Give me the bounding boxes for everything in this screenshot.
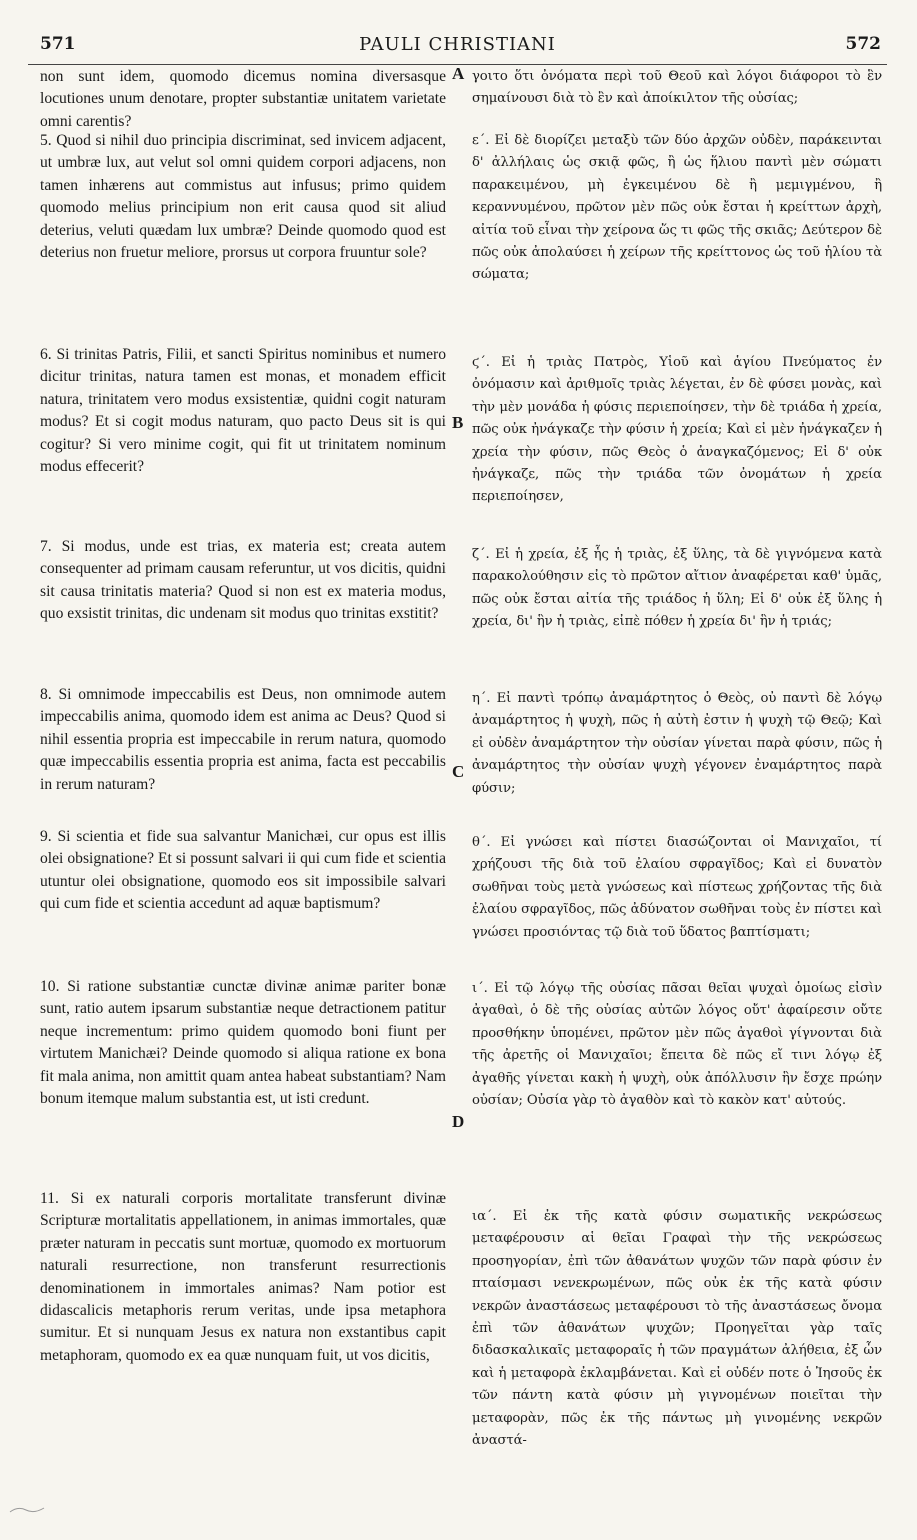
greek-paragraph: ζ΄. Εἰ ἡ χρεία, ἐξ ἧς ἡ τριὰς, ἐξ ὕλης, τὰ δὲ γιγνόμενα κατὰ παρακολούθησιν εἰς τὸ πρῶτον αἴτιον ἀναφέρεται καθ' ὑμᾶς, πῶς οὐκ ἔσται αἰτία τῆς τριάδος ἡ ὕλη; Εἰ δ' οὐκ ἐξ ὕλης ἡ χρεία, δι' ἣν ἡ τριὰς, εἰπὲ πόθεν ἡ χρεία δι' ἣν ἡ τριάς; <box>472 547 882 630</box>
greek-paragraph: γοιτο ὅτι ὀνόματα περὶ τοῦ Θεοῦ καὶ λόγοι διάφοροι τὸ ἓν σημαίνουσι διὰ τὸ ἓν καὶ ἀποίκιλτον τῆς οὐσίας; <box>472 69 882 107</box>
page-header <box>28 30 887 65</box>
latin-paragraph: 8. Si omnimode impeccabilis est Deus, non omnimode autem impeccabilis anima, quomodo idem est anima ac Deus? Quod si nihil essentia propria est impeccabile in rerum natura, quomodo quæ impeccabilis essentia propria est anima, facta est peccabilis in rerum naturam? <box>40 686 446 793</box>
latin-paragraph: 7. Si modus, unde est trias, ex materia est; creata autem consequenter ad primam causam referuntur, ut vos dicitis, quidni sit causa trinitatis materia? Quod si non est ex materia modus, quo exsistit trinitas, dic undenam sit modus quo trinitas exstitit? <box>40 538 446 623</box>
greek-paragraph: η΄. Εἰ παντὶ τρόπῳ ἀναμάρτητος ὁ Θεὸς, οὐ παντὶ δὲ λόγῳ ἀναμάρτητος ἡ ψυχὴ, πῶς ἡ αὐτὴ ἐστιν ἡ ψυχὴ τῷ Θεῷ; Καὶ εἰ οὐδὲν ἀναμάρτητον τὴν οὐσίαν γίνεται παρὰ φύσιν, πῶς ἡ ἀναμάρτητος τὴν οὐσίαν ψυχὴ γέγονεν ἐναμάρτητος παρὰ φύσιν; <box>472 691 882 796</box>
margin-marker-c: C <box>452 762 465 781</box>
greek-paragraph: ι΄. Εἰ τῷ λόγῳ τῆς οὐσίας πᾶσαι θεῖαι ψυχαὶ ὁμοίως εἰσὶν ἀγαθαὶ, ὁ δὲ τῆς οὐσίας αὐτῶν λόγος οὔτ' ἀφαίρεσιν οὔτε προσθήκην ὑπομένει, πρῶτον μὲν πῶς ἀγαθοὶ γίγνονται διὰ τῆς ἀρετῆς οἱ Μανιχαῖοι; ἔπειτα δὲ πῶς εἴ τινι λόγῳ ἐξ ἀγαθῆς γίνεται κακὴ ἡ ψυχὴ, οὐκ ἀπόλλυσιν ἣν ἔσχε πρώην οὐσίαν; Οὐσία γὰρ τὸ ἀγαθὸν καὶ τὸ κακὸν κατ' αὐτούς. <box>472 981 882 1109</box>
page-number-right: 572 <box>845 34 881 54</box>
greek-paragraph: ϛ΄. Εἰ ἡ τριὰς Πατρὸς, Υἱοῦ καὶ ἁγίου Πνεύματος ἐν ὀνόμασιν καὶ ἀριθμοῖς τριὰς λέγεται, ἐν δὲ φύσει μονὰς, καὶ τὴν μὲν μονάδα ἡ φύσις περιεποίησεν, τὴν δὲ τριάδα ἡ χρεία, πῶς οὐκ ἠνάγκαζε τὴν φύσιν ἡ χρεία; Καὶ εἰ μὲν ἠνάγκαζεν ἡ χρεία τὴν φύσιν, πῶς Θεὸς ὁ ἀναγκαζόμενος; Εἰ δ' οὐκ ἠνάγκαζε, πῶς τὴν τριάδα τῶν ὀνομάτων ἡ χρεία περιεποίησεν, <box>472 355 882 505</box>
latin-paragraph: 10. Si ratione substantiæ cunctæ divinæ animæ pariter bonæ sunt, ratio autem ipsarum substantiæ neque detractionem patitur neque incrementum: primo quidem quomodo boni fiunt per virtutem Manichæi? Deinde quomodo si aliqua ratione ex bona fit mala anima, non amittit quam antea habeat substantiam? Nam bonum itemque malum substantia est, ut isti credunt. <box>40 978 446 1108</box>
latin-paragraph: non sunt idem, quomodo dicemus nomina diversasque locutiones unum denotare, propter substantiæ unitatem varietate omni carentis? <box>40 68 446 130</box>
margin-marker-b: B <box>452 413 464 432</box>
latin-paragraph: 11. Si ex naturali corporis mortalitate transferunt divinæ Scripturæ mortalitatis appellationem, in animas immortales, quæ præter naturam in peccatis sunt mortuæ, quomodo ex mortuorum naturali resurrectione, non transferunt resurrectionis denominationem in immortales animas? Nam potior est didascalicis metaphoris rerum veritas, unde ipsa metaphora sumitur. Et si nunquam Jesus ex natura non exstantibus capit metaphoram, quomodo ex ea quæ nunquam fuit, ut vos dicitis, <box>40 1190 446 1364</box>
print-smudge <box>8 1500 48 1516</box>
running-title: PAULI CHRISTIANI <box>359 34 556 55</box>
margin-marker-d: D <box>452 1112 465 1131</box>
latin-paragraph: 9. Si scientia et fide sua salvantur Manichæi, cur opus est illis olei obsignatione? Et si possunt salvari ii qui cum fide et scientia utuntur olei obsignatione, quomodo eos sit impossibile salvari qui cum fide et scientia accedunt ad aquæ baptismum? <box>40 828 446 913</box>
page-number-left: 571 <box>40 34 76 54</box>
latin-paragraph: 6. Si trinitas Patris, Filii, et sancti Spiritus nominibus et numero dicitur trinitas, natura tamen est monas, et monadem efficit natura, trinitatem vero modus exsistentiæ, quidni cogit naturam modus? Et si cogit modus naturam, quo pacto Deus sit is qui cogitur? Si vero minime cogit, qui fit ut trinitatem nominum modus effecerit? <box>40 346 446 476</box>
greek-paragraph: θ΄. Εἰ γνώσει καὶ πίστει διασώζονται οἱ Μανιχαῖοι, τί χρήζουσι τῆς διὰ τοῦ ἐλαίου σφραγῖδος; Καὶ εἰ δυνατὸν σωθῆναι τοὺς μετὰ γνώσεως καὶ πίστεως χρήζοντας τῆς διὰ ἐλαίου σφραγῖδος, πῶς ἀδύνατον σωθῆναι τοὺς ἐν πίστει καὶ γνώσει προσιόντας τῷ διὰ τοῦ ὕδατος βαπτίσματι; <box>472 835 882 940</box>
greek-paragraph: ε΄. Εἰ δὲ διορίζει μεταξὺ τῶν δύο ἀρχῶν οὐδὲν, παράκεινται δ' ἀλλήλαις ὡς σκιᾷ φῶς, ἢ ὡς ἥλιου παντὶ μὲν σώματι παρακειμένου, μὴ ἐγκειμένου δὲ ἢ μεμιγμένου, ἢ κεραννυμένου, πρῶτον μὲν πῶς οὐκ ἔσται ἡ κρείττων ἀρχὴ, αἰτία τοῦ εἶναι τὴν χείρονα ὥς τι φῶς τῆς σκιᾶς; Δεύτερον δὲ πῶς οὐκ ἀπολαύσει ἡ χείρων τῆς κρείττονος ὡς τοῦ ἡλίου τὰ σώματα; <box>472 133 882 283</box>
greek-paragraph: ια΄. Εἰ ἐκ τῆς κατὰ φύσιν σωματικῆς νεκρώσεως μεταφέρουσιν αἱ θεῖαι Γραφαὶ τὴν τῆς νεκρώσεως προσηγορίαν, ἐπὶ τῶν ἀθανάτων ψυχῶν τῶν παρὰ φύσιν ἐν πταίσμασι νενεκρωμένων, πῶς οὐκ ἐκ τῆς κατὰ φύσιν νεκρῶν ἀναστάσεως μεταφέρουσι τὸ τῆς ἀναστάσεως ὄνομα ἐπὶ τῶν ἀθανάτων ψυχῶν; Προηγεῖται γὰρ ταῖς διδασκαλικαῖς μεταφοραῖς ἡ τῶν πραγμάτων ἀλήθεια, ἐξ ὧν καὶ ἡ μεταφορὰ ἐκλαμβάνεται. Καὶ εἰ οὐδέν ποτε ὁ Ἰησοῦς ἐκ τῶν πάντη κατὰ φύσιν μὴ γιγνομένων ποιεῖται τὴν μεταφορὰν, πῶς ἐκ τῆς πάντως μὴ γινομένης νεκρῶν ἀναστά- <box>472 1209 882 1449</box>
margin-marker-a: A <box>452 64 465 83</box>
latin-paragraph: 5. Quod si nihil duo principia discriminat, sed invicem adjacent, ut umbræ lux, aut velut sol omni quidem corpori adjacens, non tamen inhærens aut commistus aut infusus; primo quidem quomodo melius principium non erit causa quod sit aliud deterius, veluti quædam lux umbræ? Deinde quomodo quod est deterius non fruetur meliore, prorsus ut corpora fruuntur sole? <box>40 132 446 262</box>
